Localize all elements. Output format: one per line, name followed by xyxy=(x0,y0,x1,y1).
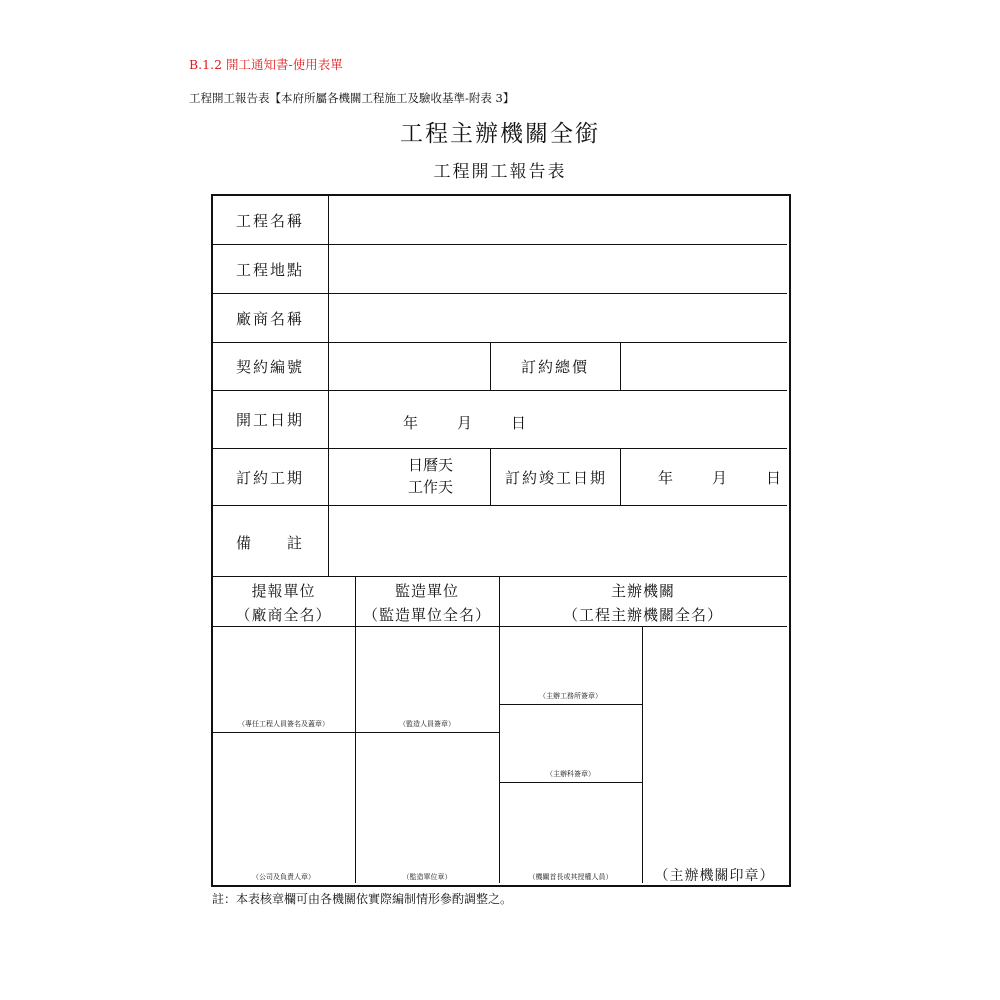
row-divider xyxy=(212,390,787,391)
host-office-seal-caption: （主辦工務所簽章） xyxy=(539,692,602,700)
host-agency-subtitle: （工程主辦機關全名） xyxy=(562,606,723,624)
column-divider xyxy=(620,342,621,390)
row-divider xyxy=(212,505,787,506)
signature-divider xyxy=(642,626,643,883)
start-date-year-unit: 年 xyxy=(403,414,421,432)
row-divider xyxy=(212,293,787,294)
row-divider xyxy=(212,342,787,343)
footer-note: 註：本表核章欄可由各機關依實際編制情形參酌調整之。 xyxy=(212,892,513,906)
supervising-unit-header xyxy=(355,579,499,627)
contract-period-label: 訂約工期 xyxy=(236,469,305,487)
signature-row-divider xyxy=(499,704,642,705)
signature-row-divider xyxy=(499,782,642,783)
working-days-unit: 工作天 xyxy=(408,478,454,496)
supervising-unit-title: 監造單位 xyxy=(394,582,459,600)
company-seal-caption: （公司及負責人章） xyxy=(252,873,315,881)
start-date-day-unit: 日 xyxy=(511,414,529,432)
agency-seal-caption: （主辦機關印章） xyxy=(654,868,775,884)
host-section-seal-caption: （主辦科簽章） xyxy=(546,770,595,778)
supervisor-person-seal-caption: （監造人員簽章） xyxy=(399,720,455,728)
remarks-label: 備 註 xyxy=(236,534,305,552)
host-agency-header xyxy=(499,579,787,627)
reporting-unit-title: 提報單位 xyxy=(251,582,316,600)
supervising-unit-subtitle: （監造單位全名） xyxy=(362,606,491,624)
row-divider xyxy=(212,448,787,449)
reporting-unit-header xyxy=(212,579,355,627)
contractor-name-label: 廠商名稱 xyxy=(236,310,305,328)
column-divider xyxy=(490,342,491,390)
signature-row-divider xyxy=(212,732,499,733)
contract-price-label: 訂約總價 xyxy=(521,358,590,376)
host-agency-title: 主辦機關 xyxy=(610,582,675,600)
agency-head-seal-caption: （機關首長或其授權人員） xyxy=(528,873,613,881)
contract-number-label: 契約編號 xyxy=(236,358,305,376)
start-date-month-unit: 月 xyxy=(457,414,475,432)
section-reference: B.1.2 開工通知書-使用表單 xyxy=(189,57,343,72)
project-location-label: 工程地點 xyxy=(236,261,305,279)
column-divider xyxy=(490,448,491,505)
completion-month-unit: 月 xyxy=(712,469,730,487)
supervisor-unit-seal-caption: （監造單位章） xyxy=(402,873,452,881)
completion-date-label: 訂約竣工日期 xyxy=(505,469,608,487)
form-reference: 工程開工報告表【本府所屬各機關工程施工及驗收基準-附表 3】 xyxy=(189,91,515,105)
label-column-divider xyxy=(328,196,329,576)
reporting-unit-subtitle: （廠商全名） xyxy=(235,606,332,624)
project-name-label: 工程名稱 xyxy=(236,212,305,230)
calendar-days-unit: 日曆天 xyxy=(408,456,454,474)
start-date-label: 開工日期 xyxy=(236,411,305,429)
form-title: 工程開工報告表 xyxy=(433,162,567,182)
column-divider xyxy=(620,448,621,505)
row-divider xyxy=(212,244,787,245)
completion-day-unit: 日 xyxy=(766,469,784,487)
completion-year-unit: 年 xyxy=(658,469,676,487)
organization-title: 工程主辦機關全銜 xyxy=(400,121,600,147)
engineer-seal-caption: （專任工程人員簽名及蓋章） xyxy=(238,720,329,728)
